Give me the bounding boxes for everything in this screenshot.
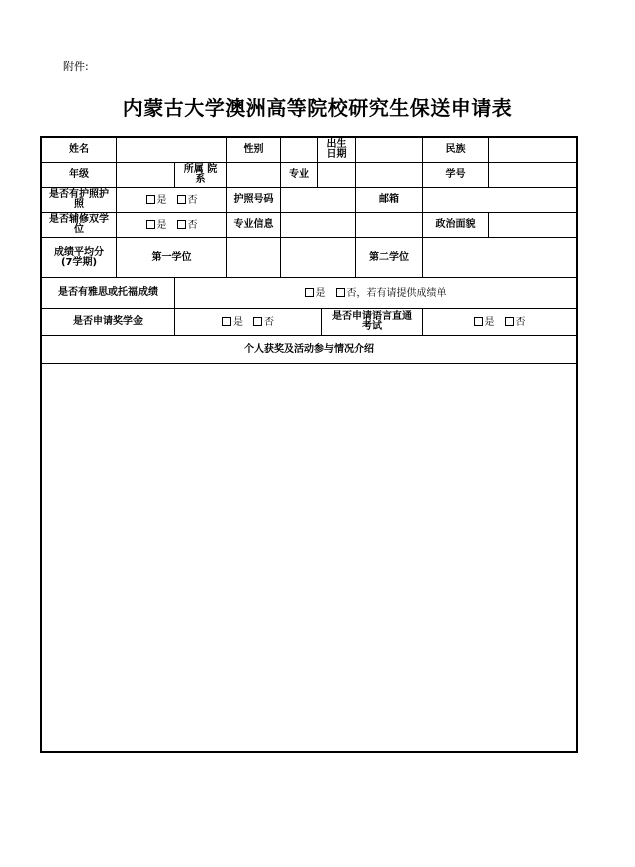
department-label xyxy=(175,163,226,187)
department-label-line1: 所属 院 xyxy=(183,164,218,175)
ethnicity-label: 民族 xyxy=(445,144,466,155)
double-degree-label-line2: 位 xyxy=(74,224,84,235)
birth-date-label xyxy=(318,138,355,162)
passport-yes-checkbox[interactable]: 是 xyxy=(146,195,167,206)
email-label: 邮箱 xyxy=(379,194,399,205)
language-exam-label-line1: 是否申请语言直通 xyxy=(332,311,412,322)
ielts-toefl-no-checkbox[interactable]: 否，若有请提供成绩单 xyxy=(336,288,447,299)
double-degree-no-checkbox[interactable]: 否 xyxy=(177,220,198,231)
language-exam-no-checkbox[interactable]: 否 xyxy=(505,317,526,328)
passport-label-line1: 是否有护照护 xyxy=(49,189,109,200)
double-degree-label-line1: 是否辅修双学 xyxy=(49,214,109,225)
scholarship-label: 是否申请奖学金 xyxy=(73,316,143,327)
second-degree-label: 第二学位 xyxy=(369,251,409,263)
attachment-label: 附件: xyxy=(63,60,89,73)
name-label: 姓名 xyxy=(69,144,89,155)
student-id-label: 学号 xyxy=(445,169,466,180)
major-field[interactable] xyxy=(318,163,422,187)
political-status-label: 政治面貌 xyxy=(435,219,476,230)
gpa-label-line2: (7学期) xyxy=(60,256,98,268)
birth-date-field[interactable] xyxy=(356,138,422,162)
ielts-toefl-label: 是否有雅思或托福成绩 xyxy=(58,287,158,298)
double-degree-yes-checkbox[interactable]: 是 xyxy=(146,220,167,231)
ethnicity-field[interactable] xyxy=(489,138,576,162)
second-degree-field[interactable] xyxy=(423,238,576,277)
grade-label: 年级 xyxy=(69,169,89,180)
department-field[interactable] xyxy=(227,163,280,187)
passport-label-line2: 照 xyxy=(74,199,84,210)
language-exam-label xyxy=(322,309,422,335)
awards-section-header: 个人获奖及活动参与情况介绍 xyxy=(244,343,374,355)
form-title: 内蒙古大学澳洲高等院校研究生保送申请表 xyxy=(122,96,513,120)
department-label-line2: 系 xyxy=(195,174,206,185)
name-field[interactable] xyxy=(117,138,226,162)
passport-number-label: 护照号码 xyxy=(233,194,274,205)
language-exam-options xyxy=(423,309,576,335)
major-info-field[interactable] xyxy=(281,213,422,237)
grade-field[interactable] xyxy=(117,163,174,187)
birth-label-line1: 出生 xyxy=(326,139,347,150)
double-degree-label xyxy=(42,213,116,237)
language-exam-label-line2: 考试 xyxy=(362,321,382,332)
student-id-field[interactable] xyxy=(489,163,576,187)
scholarship-yes-checkbox[interactable]: 是 xyxy=(222,317,243,328)
major-info-label: 专业信息 xyxy=(233,219,274,230)
gpa-label xyxy=(42,238,116,277)
passport-question-label xyxy=(42,188,116,212)
scholarship-no-checkbox[interactable]: 否 xyxy=(253,317,274,328)
first-degree-field[interactable] xyxy=(227,238,355,277)
passport-number-field[interactable] xyxy=(281,188,355,212)
political-status-field[interactable] xyxy=(489,213,576,237)
scholarship-options xyxy=(175,309,321,335)
ielts-toefl-options xyxy=(175,278,576,308)
major-label: 专业 xyxy=(289,169,309,180)
application-form xyxy=(40,136,578,753)
passport-no-checkbox[interactable]: 否 xyxy=(177,195,198,206)
language-exam-yes-checkbox[interactable]: 是 xyxy=(474,317,495,328)
ielts-toefl-yes-checkbox[interactable]: 是 xyxy=(305,288,326,299)
first-degree-label: 第一学位 xyxy=(151,251,192,263)
birth-label-line2: 日期 xyxy=(326,149,347,160)
email-field[interactable] xyxy=(423,188,576,212)
gender-field[interactable] xyxy=(281,138,317,162)
awards-text-area[interactable] xyxy=(42,364,576,751)
double-degree-options xyxy=(117,213,226,237)
passport-options xyxy=(117,188,226,212)
gender-label: 性别 xyxy=(243,144,264,155)
gpa-label-line1: 成绩平均分 xyxy=(54,246,104,258)
